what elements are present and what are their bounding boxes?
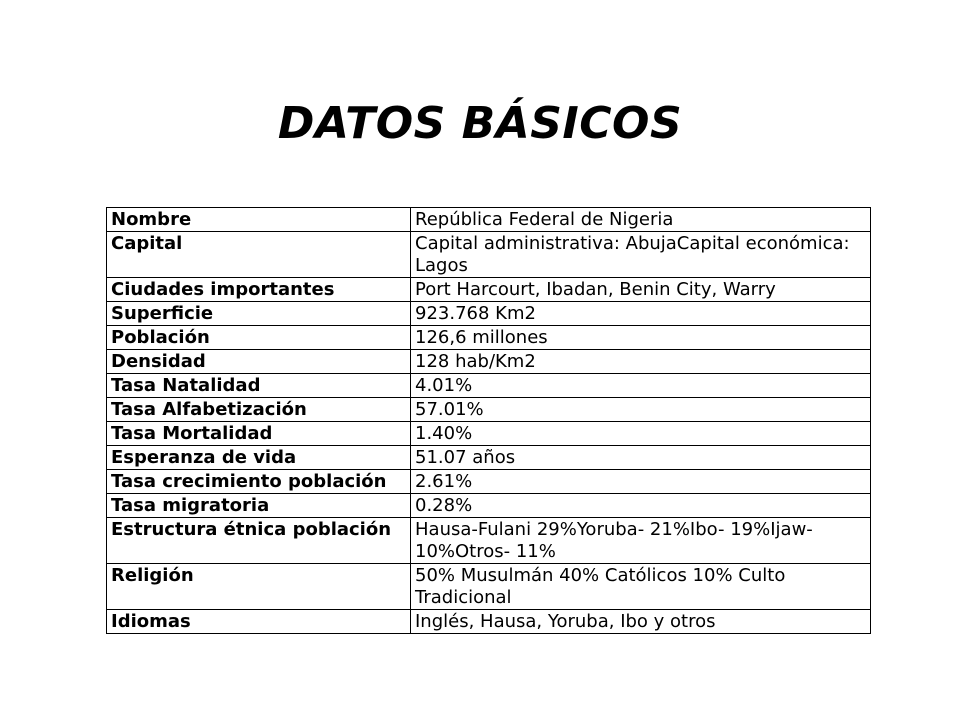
- basic-data-table: [106, 207, 871, 634]
- table-row: [107, 564, 871, 610]
- table-row: [107, 518, 871, 564]
- row-value: 126,6 millones: [411, 326, 871, 350]
- row-label: Esperanza de vida: [107, 446, 411, 470]
- row-value: 2.61%: [411, 470, 871, 494]
- row-label: Tasa migratoria: [107, 494, 411, 518]
- row-value: 1.40%: [411, 422, 871, 446]
- row-value: 51.07 años: [411, 446, 871, 470]
- table-row: [107, 470, 871, 494]
- row-value: 128 hab/Km2: [411, 350, 871, 374]
- table-row: [107, 446, 871, 470]
- table-row: [107, 232, 871, 278]
- row-label: Idiomas: [107, 610, 411, 634]
- table-row: [107, 398, 871, 422]
- table-row: [107, 374, 871, 398]
- row-value: 4.01%: [411, 374, 871, 398]
- table-row: [107, 326, 871, 350]
- row-value: Capital administrativa: AbujaCapital económica: Lagos: [411, 232, 871, 278]
- row-label: Religión: [107, 564, 411, 610]
- row-label: Población: [107, 326, 411, 350]
- table-row: [107, 350, 871, 374]
- table-row: [107, 422, 871, 446]
- row-label: Tasa Natalidad: [107, 374, 411, 398]
- table-row: [107, 208, 871, 232]
- row-label: Tasa crecimiento población: [107, 470, 411, 494]
- row-label: Tasa Alfabetización: [107, 398, 411, 422]
- row-label: Estructura étnica población: [107, 518, 411, 564]
- row-value: República Federal de Nigeria: [411, 208, 871, 232]
- row-value: 923.768 Km2: [411, 302, 871, 326]
- row-value: Hausa-Fulani 29%Yoruba- 21%Ibo- 19%Ijaw- 10%Otros- 11%: [411, 518, 871, 564]
- row-value: 0.28%: [411, 494, 871, 518]
- row-label: Tasa Mortalidad: [107, 422, 411, 446]
- row-value: Port Harcourt, Ibadan, Benin City, Warry: [411, 278, 871, 302]
- row-label: Capital: [107, 232, 411, 278]
- row-value: 57.01%: [411, 398, 871, 422]
- table-row: [107, 610, 871, 634]
- page-title: DATOS BÁSICOS: [277, 98, 683, 149]
- row-value: Inglés, Hausa, Yoruba, Ibo y otros: [411, 610, 871, 634]
- table-row: [107, 494, 871, 518]
- row-label: Densidad: [107, 350, 411, 374]
- row-value: 50% Musulmán 40% Católicos 10% Culto Tradicional: [411, 564, 871, 610]
- row-label: Ciudades importantes: [107, 278, 411, 302]
- table-row: [107, 278, 871, 302]
- row-label: Superficie: [107, 302, 411, 326]
- table-row: [107, 302, 871, 326]
- row-label: Nombre: [107, 208, 411, 232]
